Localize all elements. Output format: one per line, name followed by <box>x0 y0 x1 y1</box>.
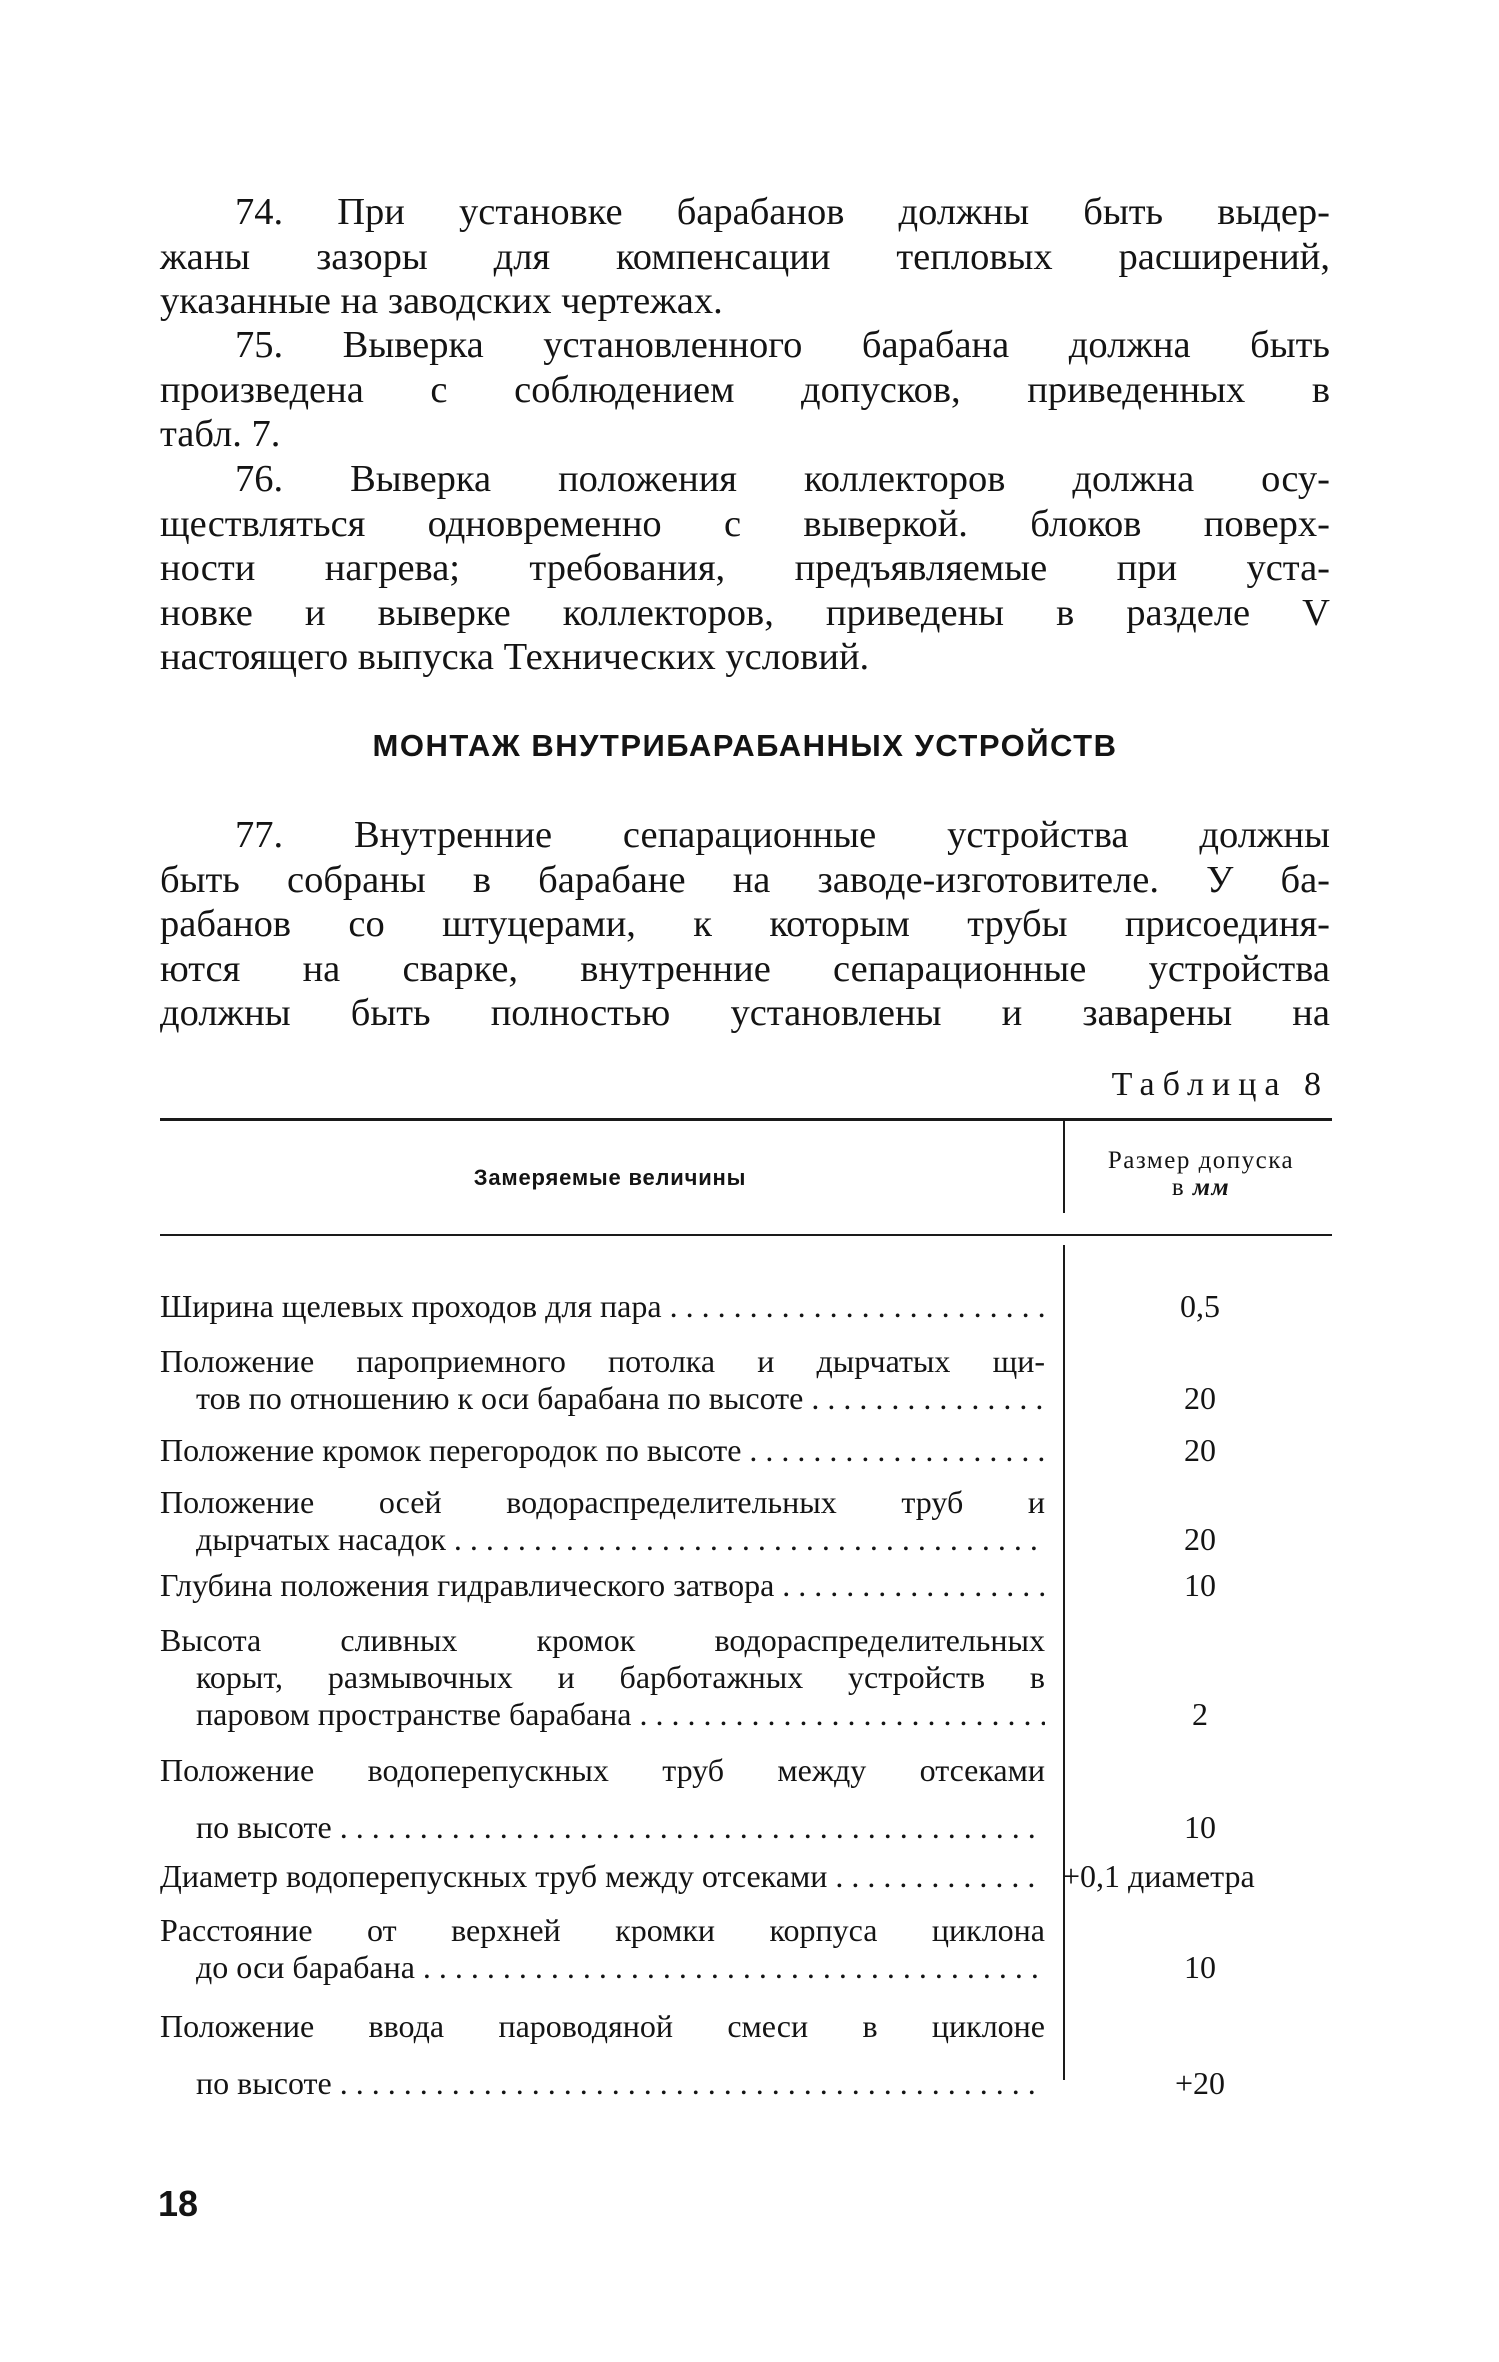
page-number: 18 <box>158 2183 199 2224</box>
parameter-line: корыт, размывочных и барботажных устройств в <box>196 1659 1045 1695</box>
parameter-line: по высоте . . . <box>160 2055 1045 2112</box>
table-header-rule <box>160 1234 1332 1236</box>
unit-prefix: в <box>1171 1174 1193 1201</box>
text-line: должны быть полностью установлены и заварены на <box>160 992 1330 1034</box>
text-line: ности нагрева; требования, предъявляемые при уста- <box>160 547 1330 589</box>
parameter-line: до оси барабана . . . <box>160 1949 1045 1986</box>
text-line: 77. Внутренние сепарационные устройства должны <box>235 814 1330 856</box>
parameter-line: Положение водоперепускных труб между отсеками <box>160 1752 1045 1788</box>
text-line: ществляться одновременно с выверкой. блоков поверх- <box>160 502 1330 545</box>
parameter-cell <box>160 1484 1045 1558</box>
column-header-tolerance <box>1070 1147 1332 1201</box>
parameter-line: паровом пространстве барабана . . . <box>160 1696 1045 1733</box>
parameter-cell <box>160 1622 1045 1733</box>
table-top-rule <box>160 1118 1332 1121</box>
parameter-line: Расстояние от верхней кромки корпуса циклона <box>160 1912 1045 1948</box>
parameter-cell <box>160 1567 1045 1604</box>
text-line: рабанов со штуцерами, к которым трубы присоединя- <box>160 903 1330 945</box>
parameter-cell <box>160 1343 1045 1417</box>
parameter-line: Диаметр водоперепускных труб между отсеками . . . <box>160 1858 1045 1895</box>
text-line: указанные на заводских чертежах. <box>160 280 723 322</box>
text-line: 74. При установке барабанов должны быть выдер- <box>235 191 1330 233</box>
paragraph-77 <box>160 813 1330 1036</box>
value-cell: +0,1 диаметра <box>1062 1858 1255 1894</box>
text-line: ются на сварке, внутренние сепарационные устройства <box>160 947 1330 990</box>
parameter-line: Ширина щелевых проходов для пара . . . <box>160 1288 1045 1325</box>
unit-label: мм <box>1192 1174 1231 1201</box>
paragraph-76 <box>160 457 1330 680</box>
paragraph-74 <box>160 190 1330 324</box>
value-cell: 0,5 <box>1180 1288 1220 1324</box>
parameter-line: Высота сливных кромок водораспределительных <box>160 1622 1045 1658</box>
value-cell: +20 <box>1174 2065 1226 2101</box>
parameter-line: Положение осей водораспределительных труб и <box>160 1484 1045 1520</box>
value-cell: 2 <box>1192 1696 1208 1732</box>
column-header-parameter: Замеряемые величины <box>473 1165 747 1190</box>
table-caption: Таблица 8 <box>1111 1066 1329 1103</box>
value-cell: 20 <box>1184 1432 1216 1468</box>
body-column-divider <box>1063 1245 1065 2080</box>
section-heading: МОНТАЖ ВНУТРИБАРАБАННЫХ УСТРОЙСТВ <box>372 728 1118 763</box>
value-cell: 20 <box>1184 1380 1216 1416</box>
text-line: жаны зазоры для компенсации тепловых расширений, <box>160 235 1330 278</box>
parameter-cell <box>160 1742 1045 1856</box>
parameter-cell <box>160 1998 1045 2112</box>
parameter-line: тов по отношению к оси барабана по высоте . . . <box>160 1380 1045 1417</box>
text-line: 75. Выверка установленного барабана должна быть <box>235 324 1330 366</box>
parameter-line: Положение кромок перегородок по высоте . . . <box>160 1432 1045 1469</box>
text-line: 76. Выверка положения коллекторов должна осу- <box>235 458 1330 500</box>
text-line: новке и выверке коллекторов, приведены в разделе V <box>160 591 1330 634</box>
text-line: табл. 7. <box>160 413 281 455</box>
paragraph-75 <box>160 323 1330 457</box>
value-cell: 10 <box>1184 1949 1216 1985</box>
tolerance-unit-line <box>1070 1174 1332 1201</box>
parameter-cell <box>160 1858 1045 1895</box>
parameter-cell <box>160 1912 1045 1986</box>
parameter-cell <box>160 1288 1045 1325</box>
parameter-line: Положение пароприемного потолка и дырчатых щи- <box>160 1343 1045 1379</box>
parameter-line: по высоте . . . <box>160 1799 1045 1856</box>
text-line: настоящего выпуска Технических условий. <box>160 636 870 678</box>
text-line: быть собраны в барабане на заводе-изготовителе. У ба- <box>160 858 1330 901</box>
value-cell: 20 <box>1184 1521 1216 1557</box>
parameter-line: Положение ввода пароводяной смеси в циклоне <box>160 2008 1045 2044</box>
parameter-line: дырчатых насадок . . . <box>160 1521 1045 1558</box>
parameter-line: Глубина положения гидравлического затвора . . . <box>160 1567 1045 1604</box>
value-cell: 10 <box>1184 1809 1216 1845</box>
value-cell: 10 <box>1184 1567 1216 1603</box>
text-line: произведена с соблюдением допусков, приведенных в <box>160 368 1330 411</box>
parameter-cell <box>160 1432 1045 1469</box>
tolerance-header-line: Размер допуска <box>1107 1147 1295 1174</box>
header-column-divider <box>1063 1121 1065 1213</box>
